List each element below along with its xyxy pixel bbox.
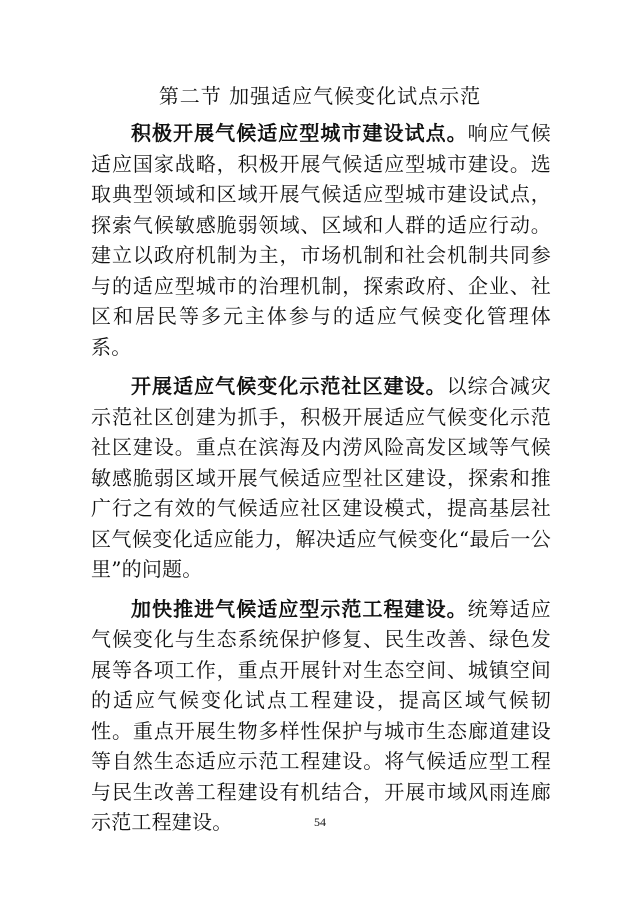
paragraph-community-demo (91, 371, 551, 585)
section-title: 第二节 加强适应气候变化试点示范 (158, 84, 482, 108)
paragraph-body: 以综合减灾示范社区创建为抓手，积极开展适应气候变化示范社区建设。重点在滨海及内涝风险高发区域等气候敏感脆弱区域开展气候适应型社区建设，探索和推广行之有效的气候适应社区建设模式，提高基层社区气候变化适应能力，解决适应气候变化“最后一公里”的问题。 (91, 374, 552, 581)
body-text (91, 118, 551, 847)
paragraph-body: 统筹适应气候变化与生态系统保护修复、民生改善、绿色发展等各项工作，重点开展针对生态空间、城镇空间的适应气候变化试点工程建设，提高区域气候韧性。重点开展生物多样性保护与城市生态廊道建设等自然生态适应示范工程建设。将气候适应型工程与民生改善工程建设有机结合，开展市域风雨连廊示范工程建设。 (91, 596, 551, 834)
paragraph-lead: 积极开展气候适应型城市建设试点。 (131, 121, 468, 145)
paragraph-city-pilot (91, 118, 551, 362)
paragraph-body: 响应气候适应国家战略，积极开展气候适应型城市建设。选取典型领域和区域开展气候适应型城市建设试点，探索气候敏感脆弱领域、区域和人群的适应行动。建立以政府机制为主，市场机制和社会机制共同参与的适应型城市的治理机制，探索政府、企业、社区和居民等多元主体参与的适应气候变化管理体系。 (91, 121, 551, 359)
page-number: 54 (314, 815, 326, 829)
paragraph-lead: 开展适应气候变化示范社区建设。 (131, 374, 447, 398)
paragraph-engineering-demo (91, 594, 551, 838)
paragraph-lead: 加快推进气候适应型示范工程建设。 (131, 596, 468, 621)
